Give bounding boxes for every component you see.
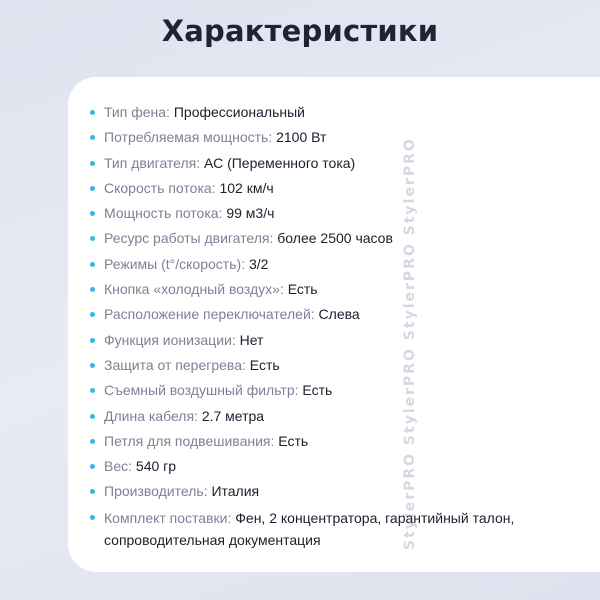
spec-label: Петля для подвешивания: [104, 432, 279, 449]
watermark-text: StylerPRO StylerPRO StylerPRO StylerPRO [402, 137, 418, 550]
bullet-icon [90, 363, 95, 368]
spec-label: Расположение переключателей: [104, 306, 319, 323]
spec-label: Тип двигателя: [104, 154, 205, 171]
spec-label: Комплект поставки: [104, 509, 236, 526]
spec-item [90, 176, 590, 201]
spec-value: 540 гр [135, 458, 177, 475]
spec-label: Съемный воздушный фильтр: [104, 382, 303, 399]
bullet-icon [90, 161, 95, 166]
bullet-icon [90, 464, 95, 469]
bullet-icon [90, 135, 95, 140]
spec-item [90, 378, 590, 403]
bullet-icon [90, 211, 95, 216]
spec-value: 3/2 [248, 255, 269, 272]
bullet-icon [90, 287, 95, 292]
spec-label: Производитель: [104, 483, 212, 500]
spec-value: АС (Переменного тока) [204, 154, 356, 171]
bullet-icon [90, 110, 95, 115]
spec-value: более 2500 часов [277, 230, 393, 247]
spec-label: Тип фена: [104, 104, 174, 120]
spec-label: Мощность потока: [104, 205, 227, 222]
bullet-icon [90, 338, 95, 343]
spec-value: Есть [278, 432, 309, 449]
bullet-icon [90, 186, 95, 191]
bullet-icon [90, 312, 95, 317]
spec-value: Нет [239, 331, 264, 348]
spec-value: 2.7 метра [201, 407, 265, 424]
spec-value: 2100 Вт [276, 129, 327, 146]
spec-label: Скорость потока: [104, 179, 220, 196]
spec-item [90, 454, 590, 479]
page-title: Характеристики [161, 14, 439, 48]
spec-item [90, 353, 590, 378]
spec-value: Слева [318, 306, 360, 323]
spec-item [90, 429, 590, 454]
spec-label: Защита от перегрева: [104, 356, 250, 373]
spec-label: Длина кабеля: [104, 407, 202, 424]
spec-label: Потребляемая мощность: [104, 129, 277, 146]
spec-item [90, 328, 590, 353]
spec-list [90, 100, 590, 551]
spec-value: Есть [249, 356, 280, 373]
spec-value: Фен, 2 концентратора, гарантийный талон, сопроводительная документация [104, 509, 515, 548]
bullet-icon [90, 414, 95, 419]
spec-item [90, 277, 590, 302]
spec-value: 99 м3/ч [226, 205, 275, 222]
spec-label: Режимы (t°/скорость): [104, 255, 249, 272]
spec-label: Функция ионизации: [104, 331, 240, 348]
spec-value: Есть [287, 281, 318, 298]
spec-value: Профессиональный [173, 104, 305, 120]
spec-value: Италия [211, 483, 260, 500]
bullet-icon [90, 262, 95, 267]
bullet-icon [90, 489, 95, 494]
spec-item [90, 151, 590, 176]
bullet-icon [90, 388, 95, 393]
spec-item [90, 100, 590, 125]
spec-label: Вес: [104, 458, 136, 475]
spec-item [90, 252, 590, 277]
bullet-icon [90, 515, 95, 520]
spec-label: Ресурс работы двигателя: [104, 230, 278, 247]
bullet-icon [90, 236, 95, 241]
spec-value: Есть [302, 382, 333, 399]
spec-item [90, 302, 590, 327]
spec-value: 102 км/ч [219, 179, 274, 196]
spec-item [90, 505, 590, 551]
spec-item [90, 404, 590, 429]
spec-item [90, 125, 590, 150]
spec-label: Кнопка «холодный воздух»: [104, 281, 288, 298]
bullet-icon [90, 439, 95, 444]
spec-item [90, 479, 590, 504]
spec-item [90, 201, 590, 226]
spec-item [90, 226, 590, 251]
